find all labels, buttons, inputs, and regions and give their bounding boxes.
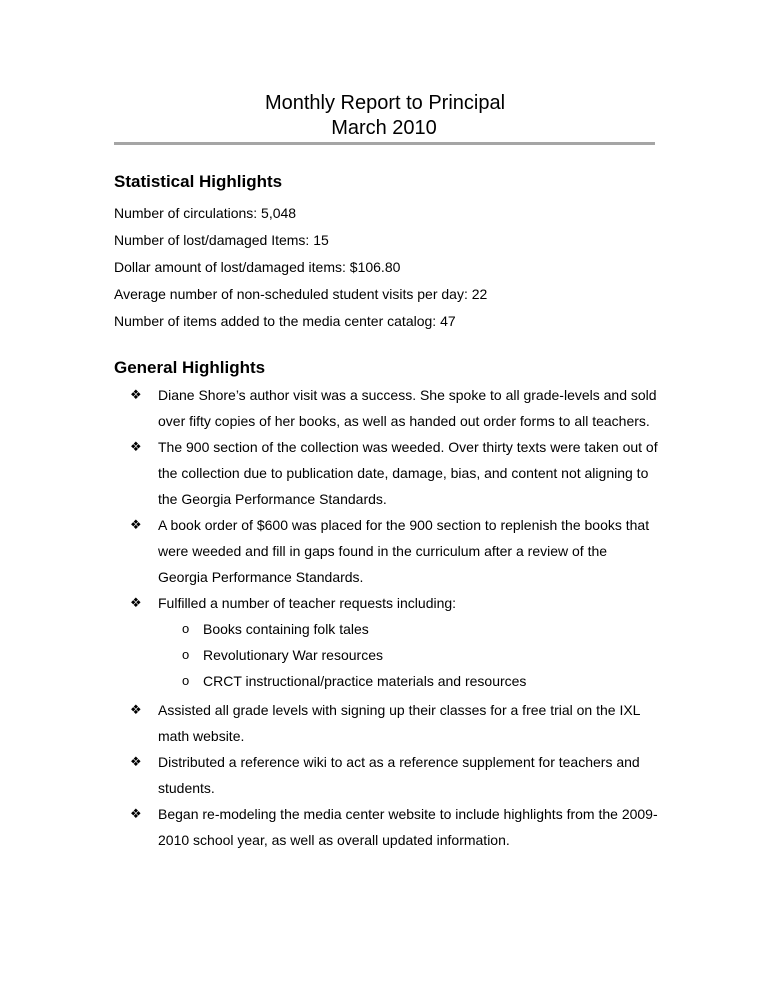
title-divider xyxy=(114,142,655,145)
circle-bullet-icon: o xyxy=(182,673,190,688)
highlight-text: Distributed a reference wiki to act as a reference supplement for teachers and students. xyxy=(158,754,640,796)
stat-items-added: Number of items added to the media center catalog: 47 xyxy=(114,313,456,329)
diamond-bullet-icon: ❖ xyxy=(130,806,142,821)
sub-item-text: Books containing folk tales xyxy=(203,621,369,637)
diamond-bullet-icon: ❖ xyxy=(130,702,142,717)
stat-lost-damaged-dollars: Dollar amount of lost/damaged items: $106.80 xyxy=(114,259,401,275)
general-highlights-heading: General Highlights xyxy=(114,358,266,377)
diamond-bullet-icon: ❖ xyxy=(130,439,142,454)
general-highlights-list xyxy=(114,382,674,853)
stat-lost-damaged-items: Number of lost/damaged Items: 15 xyxy=(114,232,329,248)
sub-item-revolutionary-war xyxy=(114,642,674,668)
circle-bullet-icon: o xyxy=(182,647,190,662)
report-title-line-1: Monthly Report to Principal xyxy=(264,92,506,114)
statistical-highlights-heading: Statistical Highlights xyxy=(114,172,283,191)
highlight-reference-wiki xyxy=(114,749,658,801)
highlight-weeding xyxy=(114,434,658,512)
highlight-author-visit xyxy=(114,382,658,434)
highlight-teacher-requests xyxy=(114,590,658,616)
diamond-bullet-icon: ❖ xyxy=(130,517,142,532)
diamond-bullet-icon: ❖ xyxy=(130,595,142,610)
report-title-date: March 2010 xyxy=(331,117,437,139)
highlight-website-remodel xyxy=(114,801,658,853)
highlight-text: Began re-modeling the media center website to include highlights from the 2009-2010 school year, as well as overall updated information. xyxy=(158,806,658,848)
stat-circulations: Number of circulations: 5,048 xyxy=(114,205,297,221)
highlight-text: A book order of $600 was placed for the 900 section to replenish the books that were weeded and fill in gaps found in the curriculum after a review of the Georgia Performance Standards. xyxy=(158,517,650,585)
diamond-bullet-icon: ❖ xyxy=(130,754,142,769)
highlight-text: Diane Shore’s author visit was a success. She spoke to all grade-levels and sold over fifty copies of her books, as well as handed out order forms to all teachers. xyxy=(158,387,657,429)
highlight-text: Fulfilled a number of teacher requests including: xyxy=(158,595,457,611)
sub-item-crct xyxy=(114,668,674,694)
sub-item-text: CRCT instructional/practice materials and resources xyxy=(203,673,527,689)
sub-item-folk-tales xyxy=(114,616,674,642)
highlight-text: The 900 section of the collection was weeded. Over thirty texts were taken out of the collection due to publication date, damage, bias, and content not aligning to the Georgia Performance Standards. xyxy=(158,439,658,507)
highlight-book-order xyxy=(114,512,658,590)
report-title xyxy=(0,91,768,141)
highlight-ixl-trial xyxy=(114,697,658,749)
highlight-text: Assisted all grade levels with signing up their classes for a free trial on the IXL math website. xyxy=(158,702,640,744)
stat-average-visits: Average number of non-scheduled student visits per day: 22 xyxy=(114,286,488,302)
sub-item-text: Revolutionary War resources xyxy=(203,647,383,663)
diamond-bullet-icon: ❖ xyxy=(130,387,142,402)
circle-bullet-icon: o xyxy=(182,621,190,636)
statistical-highlights-list xyxy=(114,200,674,335)
